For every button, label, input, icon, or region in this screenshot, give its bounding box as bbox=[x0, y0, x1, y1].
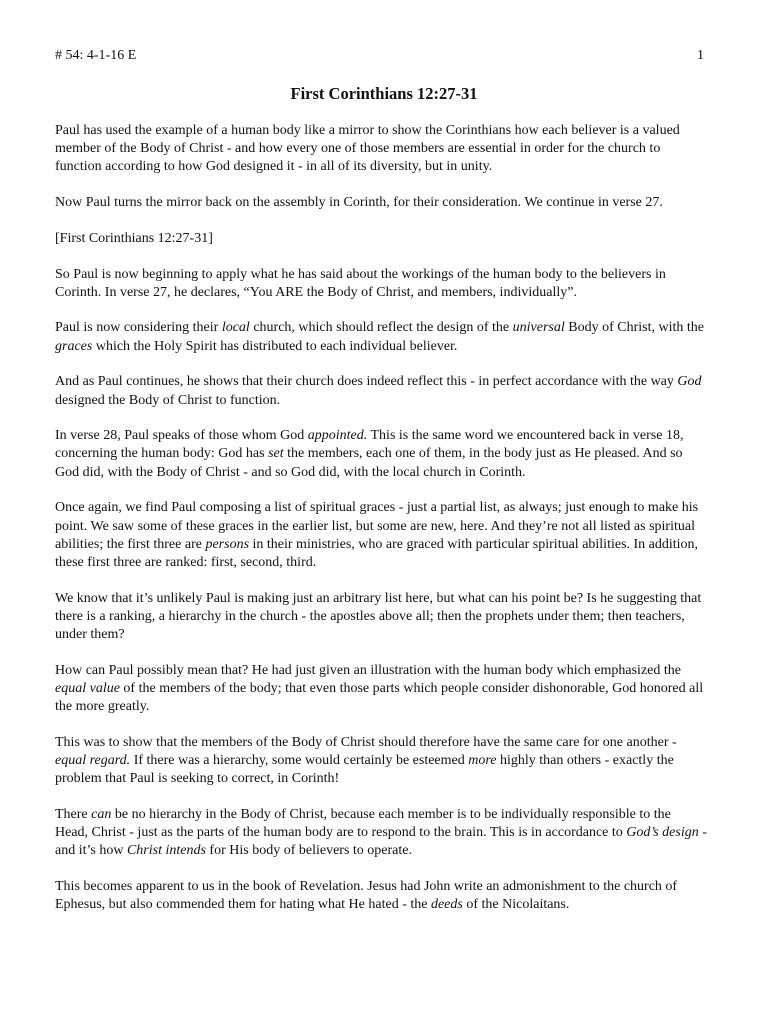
text-run: church, which should reflect the design of the bbox=[249, 320, 513, 336]
paragraph bbox=[55, 806, 707, 861]
paragraph bbox=[55, 662, 707, 717]
text-run: How can Paul possibly mean that? He had just given an illustration with the human body which emphasized the bbox=[55, 662, 681, 678]
text-run: highly than others - exactly the problem that Paul is seeking to correct, in Corinth! bbox=[55, 753, 674, 787]
text-run: for His body of believers to operate. bbox=[205, 843, 412, 859]
italic-text: God bbox=[677, 374, 702, 390]
page-title: First Corinthians 12:27-31 bbox=[290, 84, 478, 103]
italic-text: can bbox=[91, 806, 112, 822]
italic-text: appointed. bbox=[307, 428, 368, 444]
document-body bbox=[55, 122, 707, 932]
text-run: In verse 28, Paul speaks of those whom God bbox=[55, 428, 308, 444]
text-run: Body of Christ, with the bbox=[564, 320, 704, 336]
italic-text: God’s design bbox=[626, 825, 699, 841]
italic-text: Christ intends bbox=[126, 843, 206, 859]
text-run: [First Corinthians 12:27-31] bbox=[55, 230, 213, 246]
italic-text: equal value bbox=[55, 680, 120, 696]
paragraph bbox=[55, 499, 707, 572]
text-run: which the Holy Spirit has distributed to each individual believer. bbox=[92, 338, 458, 354]
text-run: This is the same word we encountered back in verse 18, concerning the human body: God has bbox=[55, 428, 684, 462]
italic-text: universal bbox=[512, 320, 565, 336]
paragraph bbox=[55, 878, 707, 914]
paragraph bbox=[55, 266, 707, 302]
italic-text: graces bbox=[55, 338, 93, 354]
italic-text: more bbox=[468, 753, 497, 769]
document-id: # 54: 4-1-16 E bbox=[55, 48, 137, 63]
paragraph bbox=[55, 319, 707, 355]
text-run: We know that it’s unlikely Paul is making just an arbitrary list here, but what can his point be? Is he suggesting that there is a ranking, a hierarchy in the church - the apostles above all; then the prophets under them; then teachers, under them? bbox=[55, 590, 702, 643]
text-run: Now Paul turns the mirror back on the assembly in Corinth, for their consideration. We continue in verse 27. bbox=[55, 195, 663, 211]
italic-text: set bbox=[268, 446, 284, 462]
paragraph bbox=[55, 590, 707, 645]
italic-text: deeds bbox=[430, 897, 463, 913]
text-run: the members, each one of them, in the body just as He pleased. And so God did, with the Body of Christ - and so God did, with the local church in Corinth. bbox=[55, 446, 683, 480]
text-run: of the members of the body; that even those parts which people consider dishonorable, God honored all the more greatly. bbox=[55, 680, 704, 715]
text-run: So Paul is now beginning to apply what he has said about the workings of the human body to the believers in Corinth. In verse 27, he declares, “You ARE the Body of Christ, and members, individually”. bbox=[55, 266, 666, 300]
italic-text: equal regard. bbox=[55, 753, 131, 769]
text-run: Paul is now considering their bbox=[55, 320, 222, 336]
paragraph bbox=[55, 373, 707, 409]
text-run: This was to show that the members of the Body of Christ should therefore have the same care for one another - bbox=[55, 734, 677, 750]
paragraph bbox=[55, 734, 707, 789]
text-run: This becomes apparent to us in the book of Revelation. Jesus had John write an admonishment to the church of Ephesus, but also commended them for hating what He hated - the bbox=[55, 879, 678, 913]
text-run: And as Paul continues, he shows that their church does indeed reflect this - in perfect accordance with the way bbox=[55, 374, 678, 390]
text-run: be no hierarchy in the Body of Christ, because each member is to be individually responsible to the Head, Christ - just as the parts of the human body are to respond to the brain. This is in accordance to bbox=[55, 806, 671, 841]
page-number: 1 bbox=[697, 48, 704, 63]
text-run: - and it’s how bbox=[55, 825, 707, 859]
paragraph bbox=[55, 194, 707, 212]
text-run: designed the Body of Christ to function. bbox=[55, 392, 281, 408]
text-run: of the Nicolaitans. bbox=[462, 897, 570, 913]
paragraph bbox=[55, 122, 707, 177]
text-run: in their ministries, who are graced with particular spiritual abilities. In addition, these first three are ranked: first, second, third. bbox=[55, 536, 699, 570]
text-run: Once again, we find Paul composing a list of spiritual graces - just a partial list, as always; just enough to make his point. We saw some of these graces in the earlier list, but some are new, here. And they’re not all listed as spiritual abilities; the first three are bbox=[55, 500, 699, 552]
paragraph bbox=[55, 230, 707, 248]
text-run: There bbox=[55, 806, 92, 822]
paragraph bbox=[55, 427, 707, 482]
italic-text: local bbox=[221, 320, 250, 336]
text-run: Paul has used the example of a human body like a mirror to show the Corinthians how each believer is a valued member of the Body of Christ - and how every one of those members are essential in order for the church to function according to how God designed it - in all of its diversity, but in unity. bbox=[55, 123, 680, 175]
text-run: If there was a hierarchy, some would certainly be esteemed bbox=[130, 753, 469, 769]
italic-text: persons bbox=[205, 536, 250, 552]
